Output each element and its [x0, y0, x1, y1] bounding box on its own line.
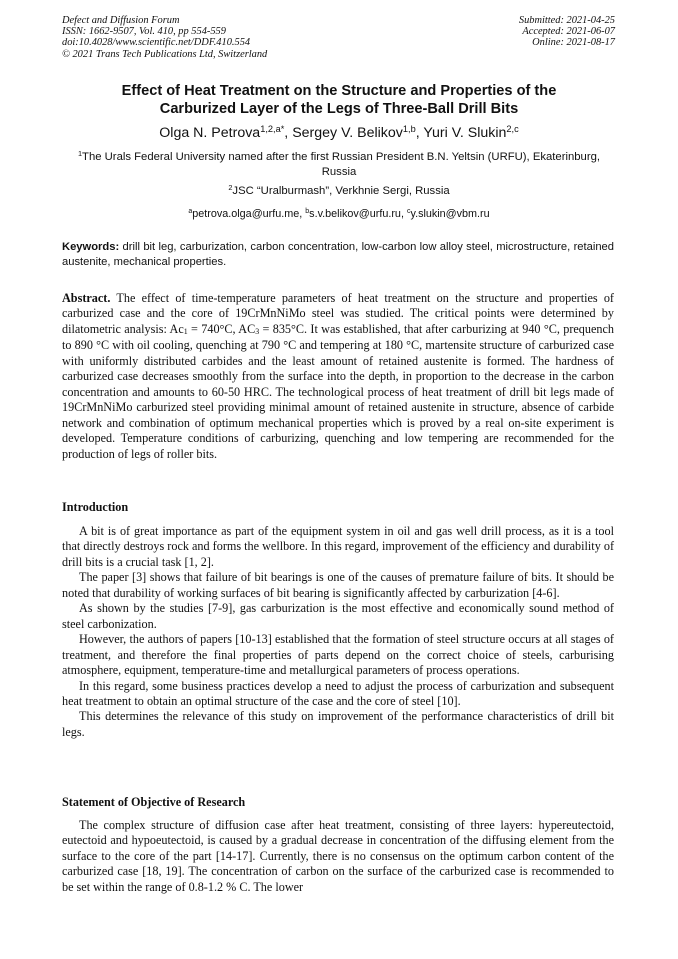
- objective-section: [62, 818, 614, 895]
- date-online: Online: 2021-08-17: [532, 37, 615, 49]
- abstract-label: Abstract.: [62, 291, 111, 305]
- introduction-section: [62, 524, 614, 740]
- submission-dates: [519, 15, 615, 49]
- email-a-sup: a: [188, 208, 193, 216]
- email-c-sup: c: [406, 208, 411, 216]
- abstract-sub-1: 1: [183, 326, 188, 336]
- abstract-text-2: = 740°C, AC: [187, 321, 256, 336]
- email-separator: ,: [299, 208, 306, 220]
- journal-copyright: © 2021 Trans Tech Publications Ltd, Switzerland: [62, 48, 268, 60]
- paragraph: The complex structure of diffusion case after heat treatment, consisting of three layers: hypereutectoid, eutectoid and hypoeutectoid, is caused by a gradual decrease in concentration of the diffusing element from the surface to the core of the part [14-17]. Currently, there is no consensus on the optimum carbon content of the carburized case [18, 19]. The concentration of carbon on the surface of the carburized case is recommended to be set within the range of 0.8-1.2 % C. The lower: [62, 818, 614, 894]
- journal-name: Defect and Diffusion Forum: [62, 15, 180, 26]
- objective-heading: Statement of Objective of Research: [62, 795, 246, 809]
- abstract-sub-2: 3: [255, 326, 260, 336]
- affiliation-1: [62, 150, 616, 180]
- author-emails: [62, 207, 616, 223]
- keywords-label: Keywords:: [62, 241, 120, 253]
- affiliation-1-sup: 1: [77, 148, 83, 158]
- author-list: [62, 124, 616, 143]
- paragraph: In this regard, some business practices develop a need to adjust the process of carburization and subsequent heat treatment to obtain an optimal structure of the case and the core of steel [10].: [62, 678, 614, 708]
- author-3-sup: 2,c: [506, 123, 519, 134]
- keywords-text: drill bit leg, carburization, carbon concentration, low-carbon low alloy steel, microstructure, retained austenite, mechanical properties.: [62, 241, 614, 269]
- affiliation-2: [62, 184, 616, 199]
- date-accepted: Accepted: 2021-06-07: [522, 26, 615, 38]
- author-3: Yuri V. Slukin: [423, 125, 507, 141]
- title-line-2: Carburized Layer of the Legs of Three-Ball Drill Bits: [159, 101, 519, 117]
- affiliation-2-sup: 2: [228, 182, 233, 192]
- paragraph: As shown by the studies [7-9], gas carburization is the most effective and economically sound method of steel carbonization.: [62, 601, 614, 631]
- email-b[interactable]: s.v.belikov@urfu.ru: [309, 208, 401, 220]
- journal-doi[interactable]: doi:10.4028/www.scientific.net/DDF.410.554: [62, 37, 251, 49]
- paragraph: However, the authors of papers [10-13] established that the formation of steel structure occurs at all stages of treatment, and therefore the final properties of parts depend on the correct choice of steels, carburising atmosphere, equipment, temperature-time and metallurgical parameters of process operations.: [62, 632, 614, 678]
- author-1: Olga N. Petrova: [159, 125, 261, 141]
- affiliation-2-text: JSC “Uralburmash”, Verkhnie Sergi, Russia: [232, 185, 450, 197]
- journal-issn: ISSN: 1662-9507, Vol. 410, pp 554-559: [62, 26, 226, 38]
- email-c[interactable]: y.slukin@vbm.ru: [410, 208, 490, 220]
- abstract-text-1: The effect of time-temperature parameters of heat treatment on the structure and properties of carburized case and the core of 19CrMnNiMo steel was studied. The critical points were determined by dilatometric analysis: Ac: [62, 291, 614, 336]
- author-1-sup: 1,2,a*: [260, 123, 285, 134]
- journal-info: [62, 15, 267, 60]
- paragraph: This determines the relevance of this study on improvement of the performance characteristics of drill bit legs.: [62, 709, 614, 739]
- email-a[interactable]: petrova.olga@urfu.me: [192, 208, 300, 220]
- paragraph: The paper [3] shows that failure of bit bearings is one of the causes of premature failure of bits. It should be noted that durability of working surfaces of bit bearing is significantly affected by carburization [4-6].: [62, 570, 614, 600]
- author-separator: ,: [415, 125, 424, 141]
- introduction-heading: Introduction: [62, 500, 129, 514]
- email-b-sup: b: [305, 208, 310, 216]
- keywords-block: [62, 240, 614, 271]
- author-2-sup: 1,b: [402, 123, 416, 134]
- date-submitted: Submitted: 2021-04-25: [518, 15, 615, 26]
- paragraph: A bit is of great importance as part of the equipment system in oil and gas well drill process, as it is a tool that directly destroys rock and forms the wellbore. In this regard, improvement of the efficiency and durability of drill bits is a crucial task [1, 2].: [62, 524, 614, 569]
- affiliation-1-text: The Urals Federal University named after the first Russian President B.N. Yeltsin (URFU), Ekaterinburg, Russia: [82, 151, 601, 178]
- abstract-text-3: = 835°C. It was established, that after carburizing at 940 °C, prequench to 890 °C with oil cooling, quenching at 790 °C and tempering at 180 °C, martensite structure of carburized case with uniformly distributed carbides and the least amount of retained austenite is formed. The hardness of carburized case decreases smoothly from the surface into the depth, in proportion to the decrease in the carbon concentration and amounts to 60-50 HRC. The technological process of heat treatment of drill bit legs made of 19CrMnNiMo carburized steel providing minimal amount of retained austenite in structure, absence of carbide network and combination of optimum mechanical properties which is proved by a real on-site experiment is developed. Temperature conditions of carburizing, quenching and low tempering are recommended for the production of legs of roller bits.: [62, 321, 614, 461]
- email-separator: ,: [400, 208, 407, 220]
- author-2: Sergey V. Belikov: [292, 125, 403, 141]
- title-line-1: Effect of Heat Treatment on the Structure and Properties of the: [121, 83, 557, 99]
- abstract-block: [62, 291, 614, 462]
- author-separator: ,: [284, 125, 293, 141]
- paper-title: [62, 82, 616, 118]
